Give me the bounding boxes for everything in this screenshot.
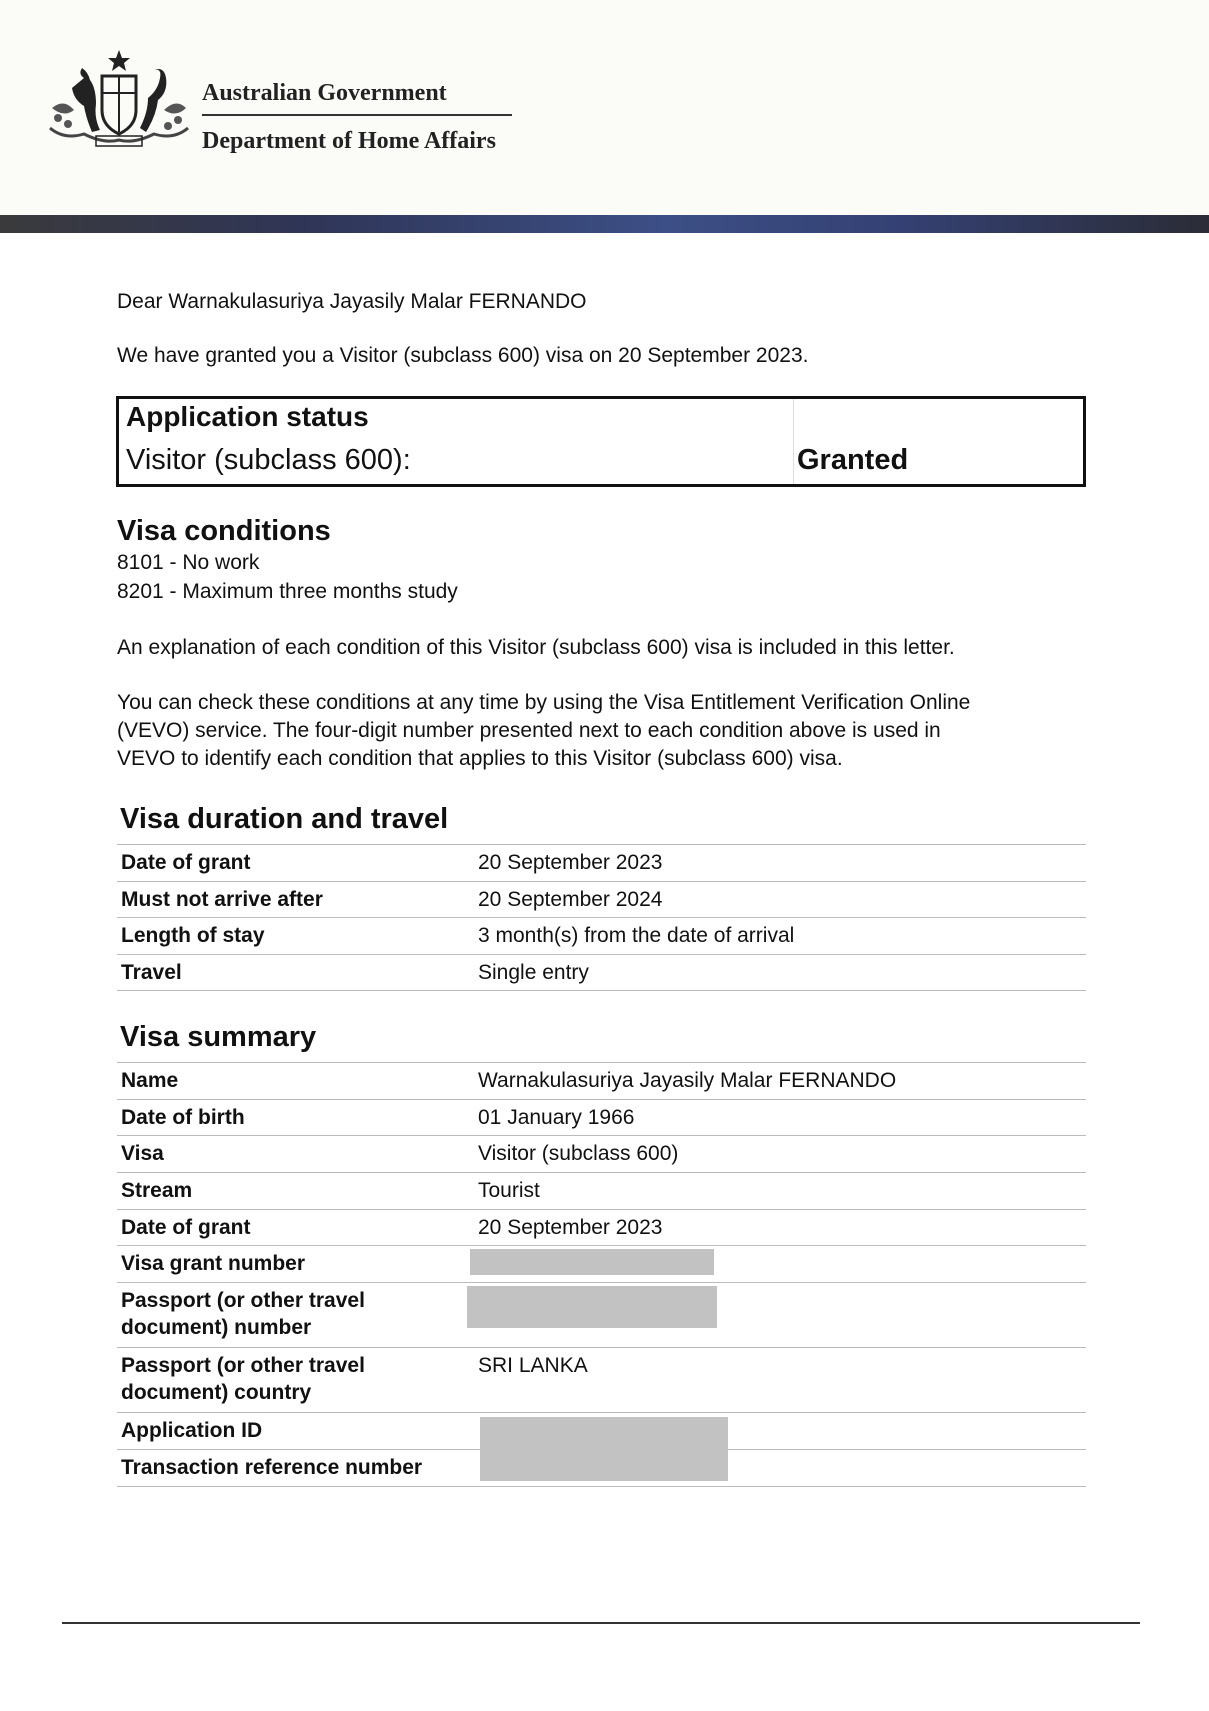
status-label: Visitor (subclass 600):	[126, 444, 411, 476]
table-row	[117, 1282, 1086, 1347]
row-value: SRI LANKA	[478, 1354, 588, 1377]
row-label: Must not arrive after	[121, 888, 323, 911]
row-value: 20 September 2023	[478, 851, 663, 874]
header-divider	[202, 114, 512, 116]
row-label: Length of stay	[121, 924, 265, 947]
conditions-title: Visa conditions	[117, 515, 331, 547]
grant-intro: We have granted you a Visitor (subclass 600) visa on 20 September 2023.	[117, 344, 809, 367]
vevo-text-line: VEVO to identify each condition that applies to this Visitor (subclass 600) visa.	[117, 747, 843, 770]
row-label: Visa grant number	[121, 1252, 305, 1275]
department-name: Department of Home Affairs	[202, 128, 496, 154]
row-label: Date of birth	[121, 1106, 245, 1129]
letterhead	[0, 0, 1209, 215]
table-row	[117, 844, 1086, 881]
salutation: Dear Warnakulasuriya Jayasily Malar FERNANDO	[117, 290, 587, 313]
status-value: Granted	[797, 444, 909, 476]
row-value: 20 September 2023	[478, 1216, 663, 1239]
row-label: Date of grant	[121, 851, 251, 874]
duration-table	[117, 844, 1086, 991]
summary-table	[117, 1062, 1086, 1487]
table-row	[117, 1062, 1086, 1099]
vevo-text-line: You can check these conditions at any time by using the Visa Entitlement Verification Online	[117, 691, 971, 714]
conditions-explanation: An explanation of each condition of this Visitor (subclass 600) visa is included in this letter.	[117, 636, 955, 659]
government-name: Australian Government	[202, 80, 447, 106]
redaction-block	[470, 1249, 714, 1275]
table-row	[117, 917, 1086, 954]
table-row	[117, 1172, 1086, 1209]
table-row	[117, 1135, 1086, 1172]
row-value: 01 January 1966	[478, 1106, 635, 1129]
table-row	[117, 1099, 1086, 1135]
row-label: Name	[121, 1069, 179, 1092]
coat-of-arms-icon	[44, 48, 194, 158]
status-title: Application status	[126, 401, 369, 432]
row-label: Transaction reference number	[121, 1456, 423, 1479]
table-row	[117, 1245, 1086, 1282]
header-band	[0, 215, 1209, 233]
row-value: 3 month(s) from the date of arrival	[478, 924, 795, 947]
table-row	[117, 1347, 1086, 1412]
row-label: Passport (or other travel document) country	[121, 1354, 365, 1404]
row-value: Visitor (subclass 600)	[478, 1142, 679, 1165]
footer-divider	[62, 1622, 1140, 1624]
condition-item: 8201 - Maximum three months study	[117, 580, 458, 603]
table-row	[117, 954, 1086, 990]
summary-title: Visa summary	[120, 1021, 317, 1053]
row-value: Warnakulasuriya Jayasily Malar FERNANDO	[478, 1069, 897, 1092]
row-label: Date of grant	[121, 1216, 251, 1239]
row-label: Travel	[121, 961, 182, 984]
application-status-box	[116, 396, 1086, 487]
table-row	[117, 1209, 1086, 1245]
row-label: Passport (or other travel document) number	[121, 1289, 365, 1339]
row-label: Stream	[121, 1179, 193, 1202]
row-value: Tourist	[478, 1179, 540, 1202]
status-divider	[793, 399, 794, 484]
redaction-block	[480, 1417, 728, 1481]
duration-title: Visa duration and travel	[120, 803, 449, 835]
row-value: 20 September 2024	[478, 888, 663, 911]
condition-item: 8101 - No work	[117, 551, 260, 574]
redaction-block	[467, 1286, 717, 1328]
row-label: Application ID	[121, 1419, 263, 1442]
table-row	[117, 881, 1086, 917]
row-label: Visa	[121, 1142, 164, 1165]
row-value: Single entry	[478, 961, 589, 984]
vevo-text-line: (VEVO) service. The four-digit number presented next to each condition above is used in	[117, 719, 941, 742]
